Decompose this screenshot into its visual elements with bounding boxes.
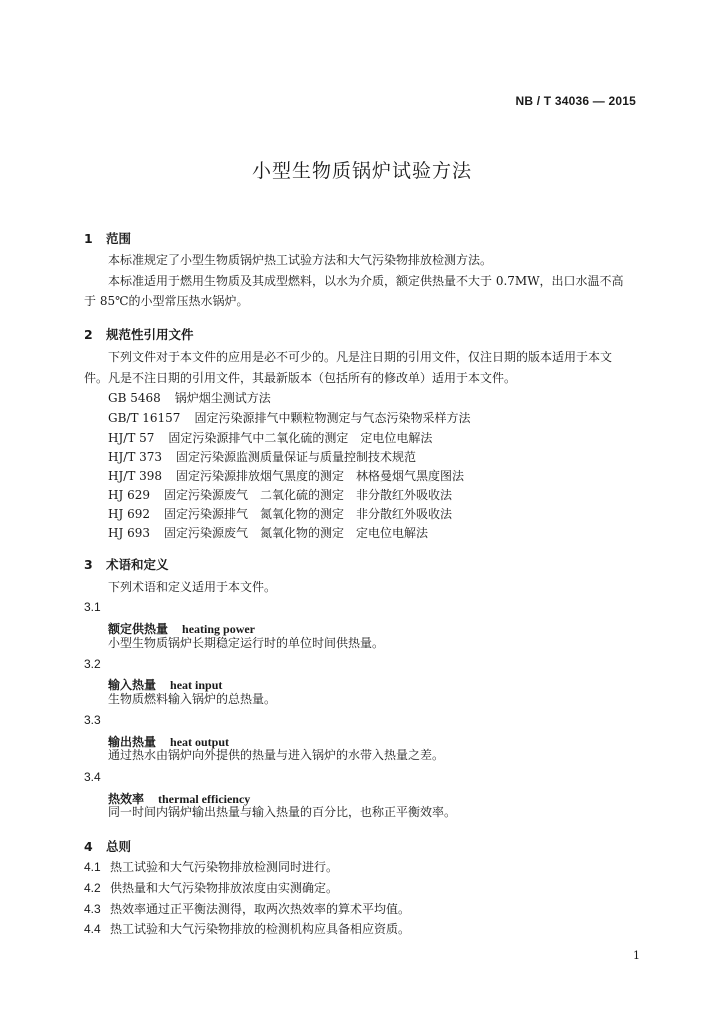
reference-item (108, 524, 428, 541)
reference-item (108, 486, 452, 503)
term-number: 3.2 (84, 657, 101, 671)
clause-number: 4.3 (84, 902, 101, 916)
paragraph: 下列文件对于本文件的应用是必不可少的。凡是注日期的引用文件，仅注日期的版本适用于本文 (108, 350, 613, 364)
clause-number: 4.2 (84, 881, 101, 895)
reference-code: HJ/T 398 (108, 469, 163, 483)
term-definition: 通过热水由锅炉向外提供的热量与进入锅炉的水带入热量之差。 (108, 748, 445, 762)
reference-title: 固定污染源监测质量保证与质量控制技术规范 (176, 450, 417, 464)
clause (84, 920, 410, 939)
reference-title: 固定污染源废气 氮氧化物的测定 定电位电解法 (164, 526, 429, 540)
section-number: 3 (84, 557, 93, 572)
paragraph: 本标准适用于燃用生物质及其成型燃料，以水为介质，额定供热量不大于 0.7MW，出口水温不高 (108, 274, 624, 288)
section-title: 总则 (106, 839, 132, 854)
term-number: 3.3 (84, 713, 101, 727)
reference-code: GB/T 16157 (108, 411, 181, 425)
clause (84, 858, 338, 877)
reference-title: 锅炉烟尘测试方法 (174, 391, 271, 405)
reference-item (108, 389, 271, 406)
reference-title: 固定污染源排气中颗粒物测定与气态污染物采样方法 (194, 411, 471, 425)
term-zh: 输入热量 (108, 678, 157, 692)
term-number: 3.4 (84, 770, 101, 784)
clause-text: 热工试验和大气污染物排放检测同时进行。 (110, 860, 339, 874)
reference-code: HJ 693 (108, 526, 150, 540)
reference-code: GB 5468 (108, 391, 161, 405)
term-definition: 生物质燃料输入锅炉的总热量。 (108, 692, 277, 706)
paragraph: 件。凡是不注日期的引用文件，其最新版本（包括所有的修改单）适用于本文件。 (84, 371, 517, 385)
reference-item (108, 448, 416, 465)
term-en: heating power (182, 622, 256, 636)
document-title: 小型生物质锅炉试验方法 (251, 160, 472, 182)
clause (84, 879, 338, 898)
term-number: 3.1 (84, 600, 101, 614)
reference-code: HJ 692 (108, 507, 150, 521)
section-number: 4 (84, 839, 93, 854)
clause (84, 900, 410, 919)
reference-title: 固定污染源排气中二氧化硫的测定 定电位电解法 (168, 431, 433, 445)
paragraph: 本标准规定了小型生物质锅炉热工试验方法和大气污染物排放检测方法。 (108, 253, 493, 267)
paragraph: 下列术语和定义适用于本文件。 (108, 580, 277, 594)
term-zh: 热效率 (108, 792, 145, 806)
term-en: thermal efficiency (158, 792, 251, 806)
term-en: heat output (170, 735, 230, 749)
term-zh: 额定供热量 (108, 622, 169, 636)
section-3-heading (84, 555, 169, 573)
clause-number: 4.4 (84, 922, 101, 936)
reference-title: 固定污染源排放烟气黑度的测定 林格曼烟气黑度图法 (176, 469, 465, 483)
reference-item (108, 505, 452, 522)
reference-code: HJ 629 (108, 488, 150, 502)
standard-number: NB / T 34036 — 2015 (515, 94, 636, 108)
clause-text: 供热量和大气污染物排放浓度由实测确定。 (110, 881, 339, 895)
reference-item (108, 467, 464, 484)
section-4-heading (84, 837, 131, 855)
section-title: 术语和定义 (106, 557, 169, 572)
reference-item (108, 429, 432, 446)
section-2-heading (84, 325, 194, 343)
section-title: 规范性引用文件 (106, 327, 194, 342)
reference-code: HJ/T 373 (108, 450, 163, 464)
reference-title: 固定污染源废气 二氧化硫的测定 非分散红外吸收法 (164, 488, 453, 502)
clause-text: 热效率通过正平衡法测得，取两次热效率的算术平均值。 (110, 902, 411, 916)
term-definition: 同一时间内锅炉输出热量与输入热量的百分比，也称正平衡效率。 (108, 805, 457, 819)
paragraph: 于 85℃的小型常压热水锅炉。 (84, 294, 249, 308)
term-definition: 小型生物质锅炉长期稳定运行时的单位时间供热量。 (108, 636, 385, 650)
section-number: 2 (84, 327, 93, 342)
term-en: heat input (170, 678, 223, 692)
term-zh: 输出热量 (108, 735, 157, 749)
section-1-heading (84, 229, 131, 247)
section-title: 范围 (106, 231, 132, 246)
page-number: 1 (633, 949, 640, 962)
reference-item (108, 409, 470, 426)
reference-title: 固定污染源排气 氮氧化物的测定 非分散红外吸收法 (164, 507, 453, 521)
reference-code: HJ/T 57 (108, 431, 155, 445)
clause-text: 热工试验和大气污染物排放的检测机构应具备相应资质。 (110, 922, 411, 936)
section-number: 1 (84, 231, 93, 246)
clause-number: 4.1 (84, 860, 101, 874)
